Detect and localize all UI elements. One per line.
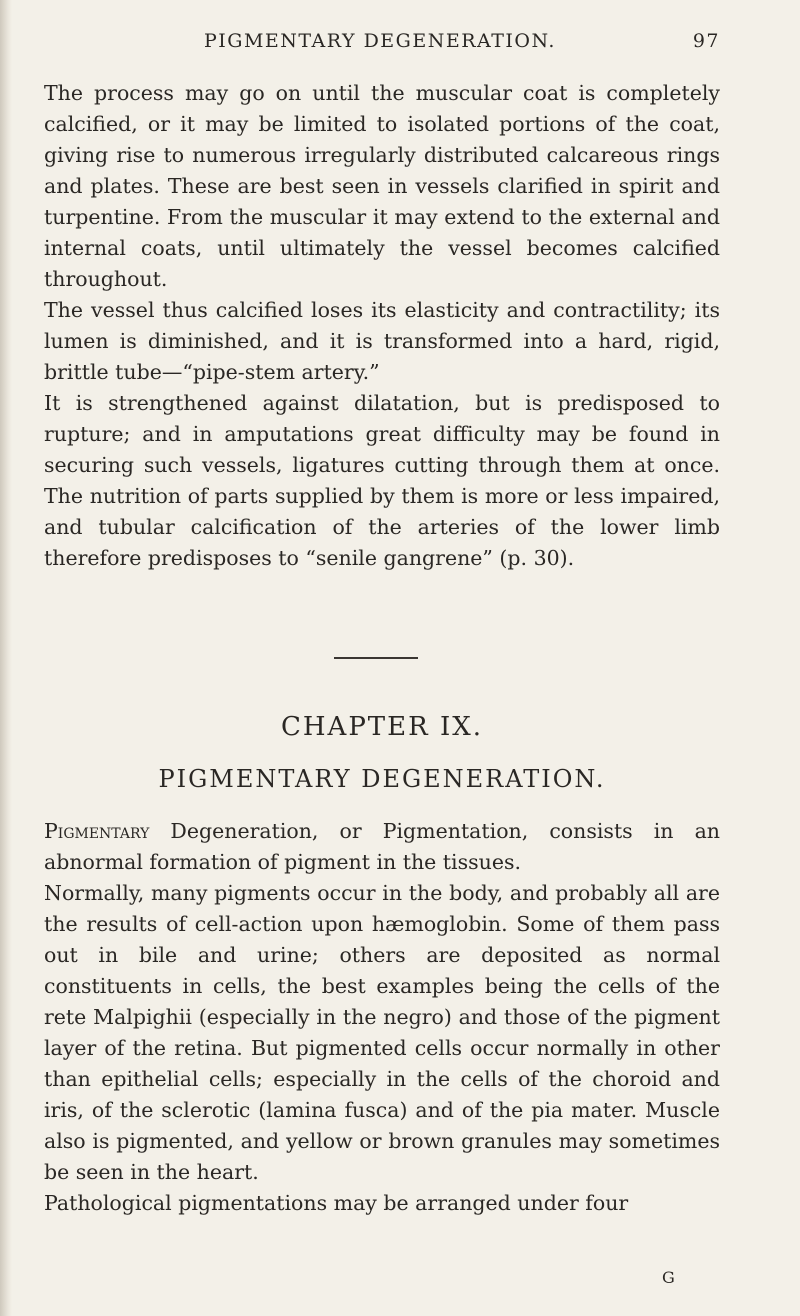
body-text-bottom <box>44 816 720 1219</box>
book-page <box>44 0 760 1316</box>
body-text-top <box>44 78 720 574</box>
paragraph: Pathological pigmentations may be arranged under four <box>44 1191 629 1215</box>
paragraph: Normally, many pigments occur in the body, and probably all are the results of cell-action upon hæmoglobin. Some of them pass out in bile and urine; others are deposited as normal constituents in cells, the best examples being the cells of the rete Malpighii (especially in the negro) and those of the pigment layer of the retina. But pigmented cells occur normally in other than epithelial cells; especially in the cells of the choroid and iris, of the sclerotic (lamina fusca) and of the pia mater. Muscle also is pigmented, and yellow or brown granules may sometimes be seen in the heart. <box>44 881 720 1184</box>
paragraph: The vessel thus calcified loses its elasticity and contractility; its lumen is diminished, and it is transformed into a hard, rigid, brittle tube—“pipe-stem artery.” <box>44 298 720 384</box>
chapter-title: PIGMENTARY DEGENERATION. <box>158 765 606 793</box>
paragraph: The process may go on until the muscular coat is completely calcified, or it may be limited to isolated portions of the coat, giving rise to numerous irregularly distributed calcareous rings and plates. These are best seen in vessels clarified in spirit and turpentine. From the muscular it may extend to the external and internal coats, until ultimately the vessel becomes calcified throughout. <box>44 81 720 291</box>
section-divider-rule <box>334 657 418 659</box>
paragraph: It is strengthened against dilatation, but is predisposed to rupture; and in amputations great difficulty may be found in securing such vessels, ligatures cutting through them at once. The nutrition of parts supplied by them is more or less impaired, and tubular calcification of the arteries of the lower limb therefore predisposes to “senile gangrene” (p. 30). <box>44 391 720 570</box>
lead-small-caps: Pigmentary <box>44 819 150 843</box>
paragraph-lead <box>44 816 720 878</box>
signature-mark: G <box>662 1268 675 1287</box>
running-head <box>44 30 720 60</box>
lead-rest: Degeneration, or Pigmentation, consists in an abnormal formation of pigment in the tissues. <box>44 819 720 874</box>
chapter-number: CHAPTER IX. <box>280 712 484 742</box>
running-head-title: PIGMENTARY DEGENERATION. <box>204 30 556 52</box>
book-spine-shadow <box>0 0 12 1316</box>
page-number: 97 <box>692 30 720 52</box>
